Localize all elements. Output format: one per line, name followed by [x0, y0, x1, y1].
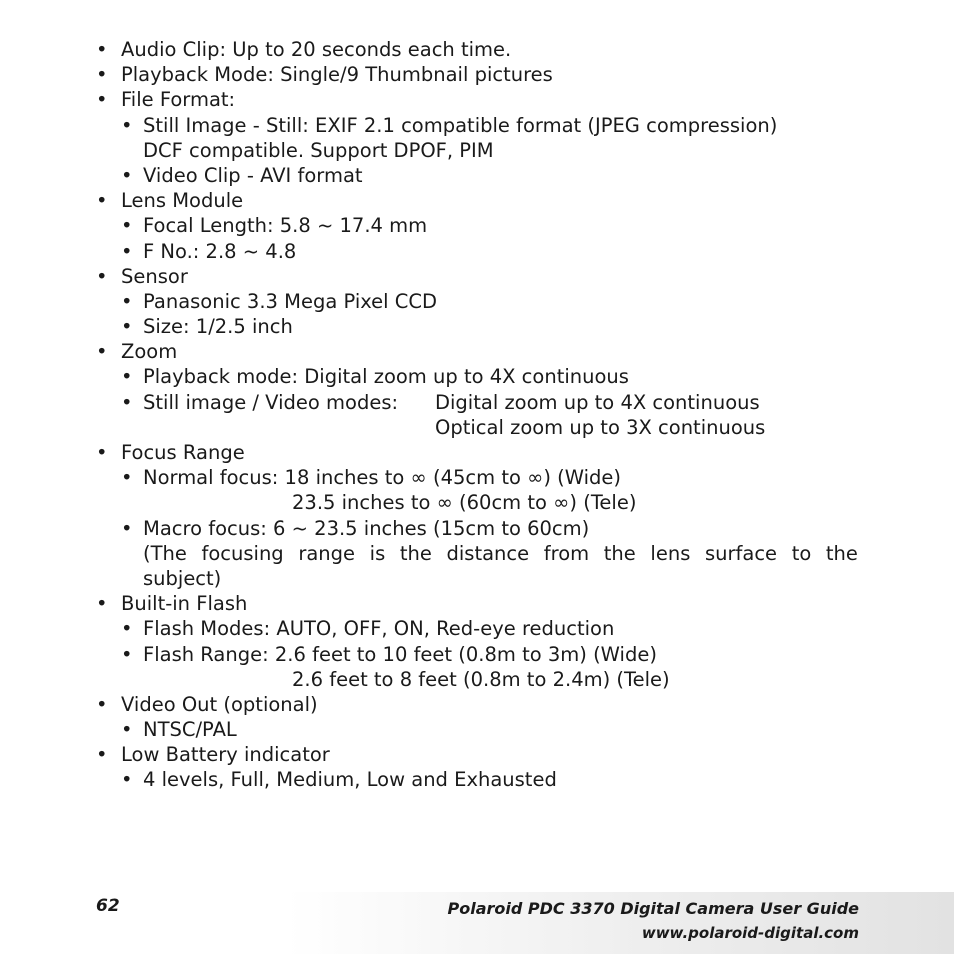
guide-title: Polaroid PDC 3370 Digital Camera User Guide — [447, 899, 859, 918]
spec-video-clip — [0, 163, 954, 188]
bullet: • — [121, 289, 133, 313]
bullet: • — [121, 617, 133, 641]
word: to — [791, 541, 812, 565]
word: the — [399, 541, 432, 565]
spec-video-out — [0, 692, 954, 717]
spec-zoom — [0, 339, 954, 364]
word: the — [603, 541, 636, 565]
spec-text: F No.: 2.8 ~ 4.8 — [143, 239, 297, 263]
bullet: • — [121, 718, 133, 742]
spec-still-image-cont — [0, 138, 954, 163]
spec-file-format — [0, 87, 954, 112]
bullet: • — [96, 63, 108, 87]
bullet: • — [121, 315, 133, 339]
spec-text: NTSC/PAL — [143, 718, 237, 742]
spec-flash-modes — [0, 616, 954, 641]
spec-flash-range-tele — [0, 667, 954, 692]
bullet: • — [121, 466, 133, 490]
word: focusing — [201, 541, 284, 565]
spec-zoom-still — [0, 390, 954, 415]
bullet: • — [121, 768, 133, 792]
spec-sensor — [0, 264, 954, 289]
spec-flash-range — [0, 642, 954, 667]
spec-text: Normal focus: 18 inches to ∞ (45cm to ∞) (Wide) — [143, 466, 622, 490]
word: surface — [704, 541, 778, 565]
spec-text: Video Clip - AVI format — [143, 163, 363, 187]
spec-text: Macro focus: 6 ~ 23.5 inches (15cm to 60cm) — [143, 516, 590, 540]
bullet: • — [121, 390, 133, 414]
spec-text: Flash Range: 2.6 feet to 10 feet (0.8m to 3m) (Wide) — [143, 642, 657, 666]
bullet: • — [96, 743, 108, 767]
spec-text: Playback Mode: Single/9 Thumbnail pictures — [121, 63, 553, 87]
spec-normal-focus-tele — [0, 490, 954, 515]
spec-zoom-optical — [0, 415, 954, 440]
spec-text: 23.5 inches to ∞ (60cm to ∞) (Tele) — [292, 491, 637, 515]
bullet: • — [121, 365, 133, 389]
spec-audio-clip — [0, 37, 954, 62]
spec-text: Flash Modes: AUTO, OFF, ON, Red-eye reduction — [143, 617, 615, 641]
spec-text: 2.6 feet to 8 feet (0.8m to 2.4m) (Tele) — [292, 667, 670, 691]
word: lens — [650, 541, 691, 565]
bullet: • — [121, 113, 133, 137]
bullet: • — [121, 642, 133, 666]
spec-battery-levels — [0, 767, 954, 792]
bullet: • — [96, 592, 108, 616]
bullet: • — [96, 38, 108, 61]
bullet: • — [121, 163, 133, 187]
spec-built-in-flash — [0, 591, 954, 616]
bullet: • — [96, 340, 108, 364]
word: (The — [143, 541, 187, 565]
spec-still-image — [0, 113, 954, 138]
bullet: • — [121, 214, 133, 238]
bullet: • — [96, 441, 108, 464]
spec-focus-note — [0, 541, 954, 566]
spec-text: 4 levels, Full, Medium, Low and Exhausted — [143, 768, 557, 792]
spec-macro-focus — [0, 516, 954, 541]
spec-text: Focal Length: 5.8 ~ 17.4 mm — [143, 214, 428, 238]
spec-text: Playback mode: Digital zoom up to 4X continuous — [143, 365, 629, 389]
spec-low-battery — [0, 742, 954, 767]
page-number: 62 — [96, 896, 120, 916]
spec-text: subject) — [143, 566, 222, 590]
spec-text: Audio Clip: Up to 20 seconds each time. — [121, 38, 512, 61]
spec-text: Still Image - Still: EXIF 2.1 compatible format (JPEG compression) — [143, 113, 778, 137]
bullet: • — [96, 88, 108, 112]
spec-text: Low Battery indicator — [121, 743, 330, 767]
spec-text: Optical zoom up to 3X continuous — [435, 415, 766, 439]
spec-text: Lens Module — [121, 189, 244, 213]
spec-text: Built-in Flash — [121, 592, 248, 616]
spec-normal-focus — [0, 465, 954, 490]
word: is — [369, 541, 386, 565]
word: from — [543, 541, 590, 565]
spec-playback-mode — [0, 62, 954, 87]
spec-text: File Format: — [121, 88, 236, 112]
bullet: • — [96, 692, 108, 716]
spec-text: Still image / Video modes: — [143, 390, 399, 414]
spec-text: Panasonic 3.3 Mega Pixel CCD — [143, 289, 438, 313]
spec-f-number — [0, 239, 954, 264]
word: range — [298, 541, 356, 565]
spec-ccd — [0, 289, 954, 314]
word: the — [825, 541, 858, 565]
bullet: • — [96, 264, 108, 288]
spec-focal-length — [0, 213, 954, 238]
word: distance — [446, 541, 530, 565]
spec-text: Size: 1/2.5 inch — [143, 315, 293, 339]
spec-sensor-size — [0, 314, 954, 339]
spec-list — [0, 37, 954, 793]
spec-ntsc-pal — [0, 717, 954, 742]
spec-text: Focus Range — [121, 441, 245, 464]
spec-text: Video Out (optional) — [121, 692, 318, 716]
bullet: • — [96, 189, 108, 213]
spec-zoom-playback — [0, 364, 954, 389]
spec-focus-note-end — [0, 566, 954, 591]
spec-focus-range — [0, 440, 954, 465]
bullet: • — [121, 239, 133, 263]
spec-text — [143, 541, 858, 566]
spec-text: Digital zoom up to 4X continuous — [435, 390, 760, 414]
spec-text: Zoom — [121, 340, 178, 364]
spec-text: Sensor — [121, 264, 188, 288]
spec-text: DCF compatible. Support DPOF, PIM — [143, 138, 494, 162]
spec-lens-module — [0, 188, 954, 213]
guide-url: www.polaroid-digital.com — [641, 924, 859, 942]
bullet: • — [121, 516, 133, 540]
